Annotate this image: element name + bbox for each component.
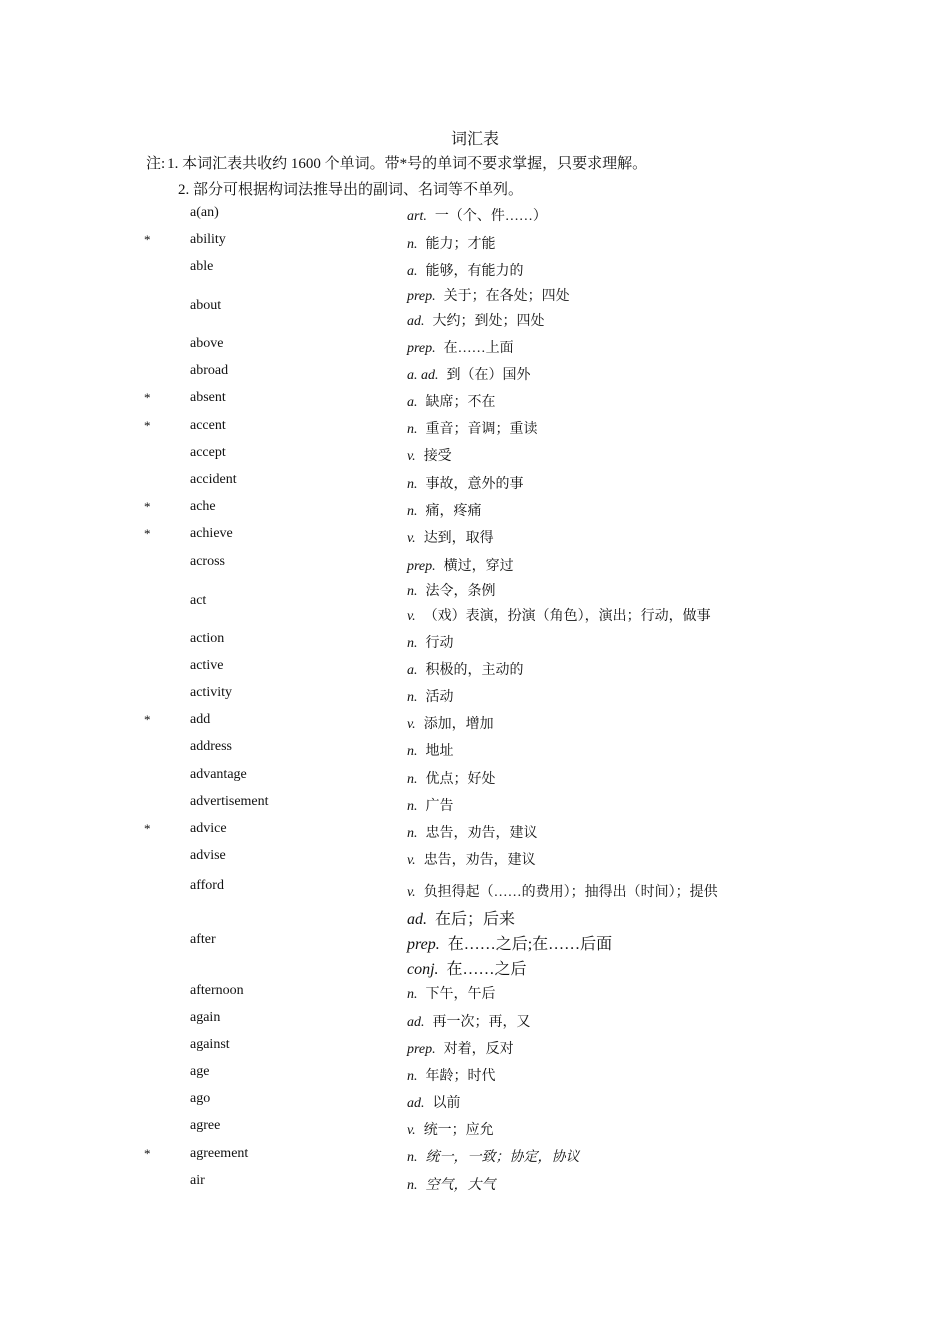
part-of-speech: n.: [407, 1150, 418, 1165]
definition-text: （戏）表演，扮演（角色），演出；行动，做事: [423, 609, 711, 624]
entry-definition: [407, 205, 547, 225]
entry-word: age: [190, 1064, 210, 1079]
definition-text: 能力；才能: [425, 237, 496, 252]
note-line-1: [146, 152, 647, 173]
entry-definition: [407, 713, 494, 733]
definition-text: 添加，增加: [423, 717, 494, 732]
page-title: 词汇表: [450, 131, 499, 148]
part-of-speech: n.: [407, 636, 418, 651]
definition-text: 缺席；不在: [425, 395, 496, 410]
entry-definition: [407, 445, 452, 465]
part-of-speech: a.: [407, 395, 418, 410]
definition-text: 到（在）国外: [446, 368, 531, 383]
definition-text: 法令，条例: [425, 584, 496, 599]
optional-marker: *: [144, 232, 151, 247]
part-of-speech: n.: [407, 237, 418, 252]
definition-text: 在……上面: [443, 341, 514, 356]
entry-word: again: [190, 1010, 221, 1025]
part-of-speech: ad.: [407, 1015, 425, 1030]
part-of-speech: a.: [407, 663, 418, 678]
entry-definition: [407, 740, 454, 760]
definition-text: 负担得起（……的费用）；抽得出（时间）；提供: [423, 885, 718, 900]
definition-text: 在……之后;在……后面: [447, 936, 613, 953]
entry-definition: [407, 931, 612, 954]
part-of-speech: n.: [407, 1178, 418, 1193]
note-label: 注:: [146, 156, 166, 172]
part-of-speech: n.: [407, 690, 418, 705]
entry-definition: [407, 1146, 580, 1166]
definition-text: 统一，一致；协定，协议: [425, 1150, 580, 1165]
entry-definition: [407, 418, 538, 438]
definition-text: 痛，疼痛: [425, 504, 482, 519]
part-of-speech: v.: [407, 717, 416, 732]
entry-definition: [407, 500, 482, 520]
part-of-speech: v.: [407, 885, 416, 900]
part-of-speech: n.: [407, 744, 418, 759]
entry-definition: [407, 605, 711, 625]
part-of-speech: a. ad.: [407, 368, 439, 383]
entry-word: able: [190, 259, 214, 274]
entry-word: advice: [190, 821, 227, 836]
entry-word: afford: [190, 878, 224, 893]
entry-word: act: [190, 593, 207, 608]
definition-text: 地址: [425, 744, 454, 759]
part-of-speech: n.: [407, 477, 418, 492]
entry-definition: [407, 983, 496, 1003]
definition-text: 积极的，主动的: [425, 663, 524, 678]
optional-marker: *: [144, 418, 151, 433]
entry-definition: [407, 881, 718, 901]
part-of-speech: art.: [407, 209, 427, 224]
optional-marker: *: [144, 821, 151, 836]
entry-definition: [407, 822, 538, 842]
entry-definition: [407, 632, 454, 652]
entry-word: agree: [190, 1118, 221, 1133]
definition-text: 下午，午后: [425, 987, 496, 1002]
entry-word: achieve: [190, 526, 233, 541]
entry-word: active: [190, 658, 224, 673]
part-of-speech: a.: [407, 264, 418, 279]
definition-text: 事故，意外的事: [425, 477, 524, 492]
entry-word: activity: [190, 685, 232, 700]
part-of-speech: n.: [407, 422, 418, 437]
part-of-speech: n.: [407, 584, 418, 599]
definition-text: 大约；到处；四处: [432, 314, 545, 329]
entry-word: accent: [190, 418, 226, 433]
entry-definition: [407, 1011, 531, 1031]
definition-text: 优点；好处: [425, 772, 496, 787]
definition-text: 一（个、件……）: [434, 209, 547, 224]
entry-word: above: [190, 336, 224, 351]
definition-text: 年龄；时代: [425, 1069, 496, 1084]
definition-text: 关于；在各处；四处: [443, 289, 570, 304]
part-of-speech: n.: [407, 826, 418, 841]
definition-text: 在后；后来: [435, 911, 516, 928]
part-of-speech: ad.: [407, 911, 427, 928]
part-of-speech: prep.: [407, 289, 436, 304]
entry-word: against: [190, 1037, 230, 1052]
entry-definition: [407, 364, 531, 384]
entry-word: advantage: [190, 767, 247, 782]
entry-word: advise: [190, 848, 226, 863]
part-of-speech: n.: [407, 1069, 418, 1084]
entry-word: ago: [190, 1091, 211, 1106]
definition-text: 对着，反对: [443, 1042, 514, 1057]
entry-definition: [407, 1065, 496, 1085]
entry-word: accept: [190, 445, 226, 460]
entry-word: address: [190, 739, 232, 754]
part-of-speech: prep.: [407, 559, 436, 574]
entry-definition: [407, 795, 454, 815]
entry-word: ability: [190, 232, 226, 247]
definition-text: 忠告，劝告，建议: [425, 826, 538, 841]
entry-word: advertisement: [190, 794, 269, 809]
entry-word: ache: [190, 499, 216, 514]
entry-word: air: [190, 1173, 205, 1188]
entry-definition: [407, 956, 527, 979]
entry-word: after: [190, 932, 216, 947]
entry-definition: [407, 527, 494, 547]
optional-marker: *: [144, 526, 151, 541]
definition-text: 忠告，劝告，建议: [423, 853, 536, 868]
entry-word: afternoon: [190, 983, 244, 998]
entry-word: across: [190, 554, 225, 569]
entry-word: accident: [190, 472, 237, 487]
entry-definition: [407, 659, 524, 679]
part-of-speech: n.: [407, 772, 418, 787]
note-line-2: 2. 部分可根据构词法推导出的副词、名词等不单列。: [178, 182, 524, 198]
entry-definition: [407, 686, 454, 706]
entry-word: absent: [190, 390, 226, 405]
definition-text: 能够，有能力的: [425, 264, 524, 279]
part-of-speech: v.: [407, 609, 416, 624]
entry-definition: [407, 1119, 494, 1139]
entry-word: add: [190, 712, 211, 727]
entry-definition: [407, 391, 496, 411]
entry-word: action: [190, 631, 225, 646]
entry-definition: [407, 337, 514, 357]
definition-text: 达到，取得: [423, 531, 494, 546]
definition-text: 行动: [425, 636, 454, 651]
part-of-speech: conj.: [407, 961, 439, 978]
part-of-speech: n.: [407, 504, 418, 519]
optional-marker: *: [144, 1146, 151, 1161]
entry-definition: [407, 849, 536, 869]
part-of-speech: ad.: [407, 314, 425, 329]
entry-definition: [407, 1038, 514, 1058]
part-of-speech: n.: [407, 799, 418, 814]
part-of-speech: v.: [407, 531, 416, 546]
note-text-1: 1. 本词汇表共收约 1600 个单词。带*号的单词不要求掌握，只要求理解。: [167, 156, 648, 172]
definition-text: 空气，大气: [425, 1178, 496, 1193]
definition-text: 统一；应允: [423, 1123, 494, 1138]
optional-marker: *: [144, 390, 151, 405]
definition-text: 再一次；再，又: [432, 1015, 531, 1030]
entry-definition: [407, 285, 570, 305]
part-of-speech: n.: [407, 987, 418, 1002]
optional-marker: *: [144, 712, 151, 727]
entry-definition: [407, 473, 524, 493]
part-of-speech: v.: [407, 853, 416, 868]
definition-text: 接受: [423, 449, 452, 464]
part-of-speech: prep.: [407, 341, 436, 356]
optional-marker: *: [144, 499, 151, 514]
entry-definition: [407, 310, 545, 330]
entry-definition: [407, 1092, 461, 1112]
entry-definition: [407, 1174, 496, 1194]
entry-definition: [407, 906, 515, 929]
entry-definition: [407, 768, 496, 788]
definition-text: 以前: [432, 1096, 461, 1111]
part-of-speech: prep.: [407, 1042, 436, 1057]
part-of-speech: v.: [407, 449, 416, 464]
part-of-speech: ad.: [407, 1096, 425, 1111]
entry-word: abroad: [190, 363, 229, 378]
entry-word: about: [190, 298, 222, 313]
entry-word: a(an): [190, 205, 219, 220]
entry-word: agreement: [190, 1146, 249, 1161]
definition-text: 在……之后: [446, 961, 527, 978]
definition-text: 活动: [425, 690, 454, 705]
part-of-speech: v.: [407, 1123, 416, 1138]
entry-definition: [407, 260, 524, 280]
definition-text: 重音；音调；重读: [425, 422, 538, 437]
definition-text: 广告: [425, 799, 454, 814]
entry-definition: [407, 580, 496, 600]
part-of-speech: prep.: [407, 936, 440, 953]
entry-definition: [407, 233, 496, 253]
definition-text: 横过，穿过: [443, 559, 514, 574]
entry-definition: [407, 555, 514, 575]
